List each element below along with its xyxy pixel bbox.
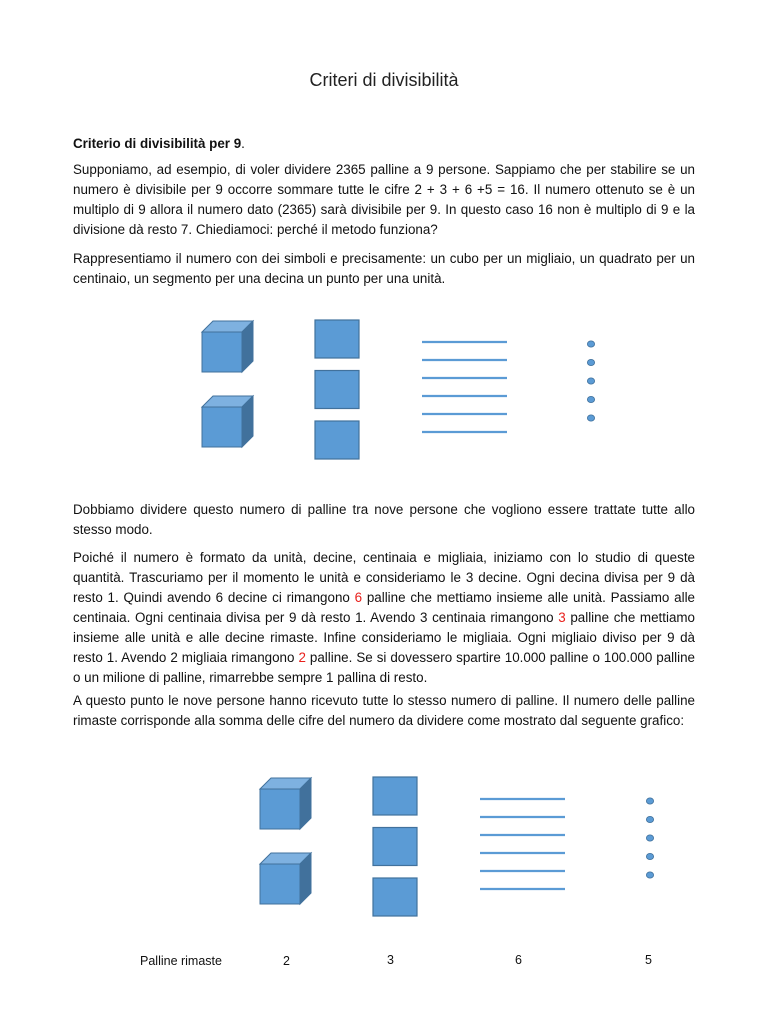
remaining-units-value: 5 (645, 953, 652, 967)
paragraph-intro: Supponiamo, ad esempio, di voler dividere 2365 palline a 9 persone. Sappiamo che per stabilire se un numero è divisibile per 9 occorre sommare tutte le cifre 2 + 3 + 6 +5 = 16. Il numero ottenuto se è un multiplo di 9 allora il numero dato (2365) sarà divisibile per 9. In questo caso 16 non è multiplo di 9 e la divisione dà resto 7. Chiediamoci: perché il metodo funziona? (73, 162, 695, 237)
remaining-hundreds-value: 3 (387, 953, 394, 967)
page-title: Criteri di divisibilità (309, 70, 459, 90)
dot-unit (646, 853, 653, 859)
dot-unit (646, 835, 653, 841)
section-heading: Criterio di divisibilità per 9. (73, 136, 245, 151)
highlight-thousands: 2 (298, 650, 306, 665)
remaining-row-label: Palline rimaste (140, 954, 222, 968)
square-hundred (373, 878, 417, 916)
dot-unit (646, 872, 653, 878)
paragraph-division: Dobbiamo dividere questo numero di palline tra nove persone che vogliono essere trattate tutte allo stesso modo. (73, 502, 695, 537)
remaining-thousands-value: 2 (283, 954, 290, 968)
cube-thousand (260, 778, 311, 829)
paragraph-symbols: Rappresentiamo il numero con dei simboli e precisamente: un cubo per un migliaio, un quadrato per un centinaio, un segmento per una decina un punto per una unità. (73, 251, 695, 286)
paragraph-conclusion: A questo punto le nove persone hanno ricevuto tutte lo stesso numero di palline. Il numero delle palline rimaste corrisponde alla somma delle cifre del numero da dividere come mostrato dal seguente grafico: (73, 693, 695, 728)
square-hundred (373, 777, 417, 815)
highlight-tens: 6 (354, 590, 363, 605)
dot-unit (646, 816, 653, 822)
remaining-tens-value: 6 (515, 953, 522, 967)
paragraph-explanation: Poiché il numero è formato da unità, decine, centinaia e migliaia, iniziamo con lo studio di queste quantità. Trascuriamo per il momento le unità e consideriamo le 3 decine. Ogni decina divisa per 9 dà resto 1. Quindi avendo 6 decine ci rimangono 6 palline che mettiamo insieme alle unità. Passiamo alle centinaia. Ogni centinaia divisa per 9 dà resto 1. Avendo 3 centinaia rimangono 3 palline che mettiamo insieme alle unità e alle decine rimaste. Infine consideriamo le migliaia. Ogni migliaio diviso per 9 dà resto 1. Avendo 2 migliaia rimangono 2 palline. Se si dovessero spartire 10.000 palline o 100.000 palline o un milione di palline, rimarrebbe sempre 1 pallina di resto. (73, 550, 695, 685)
highlight-hundreds: 3 (558, 610, 566, 625)
dot-unit (646, 798, 653, 804)
square-hundred (373, 828, 417, 866)
cube-thousand (260, 853, 311, 904)
